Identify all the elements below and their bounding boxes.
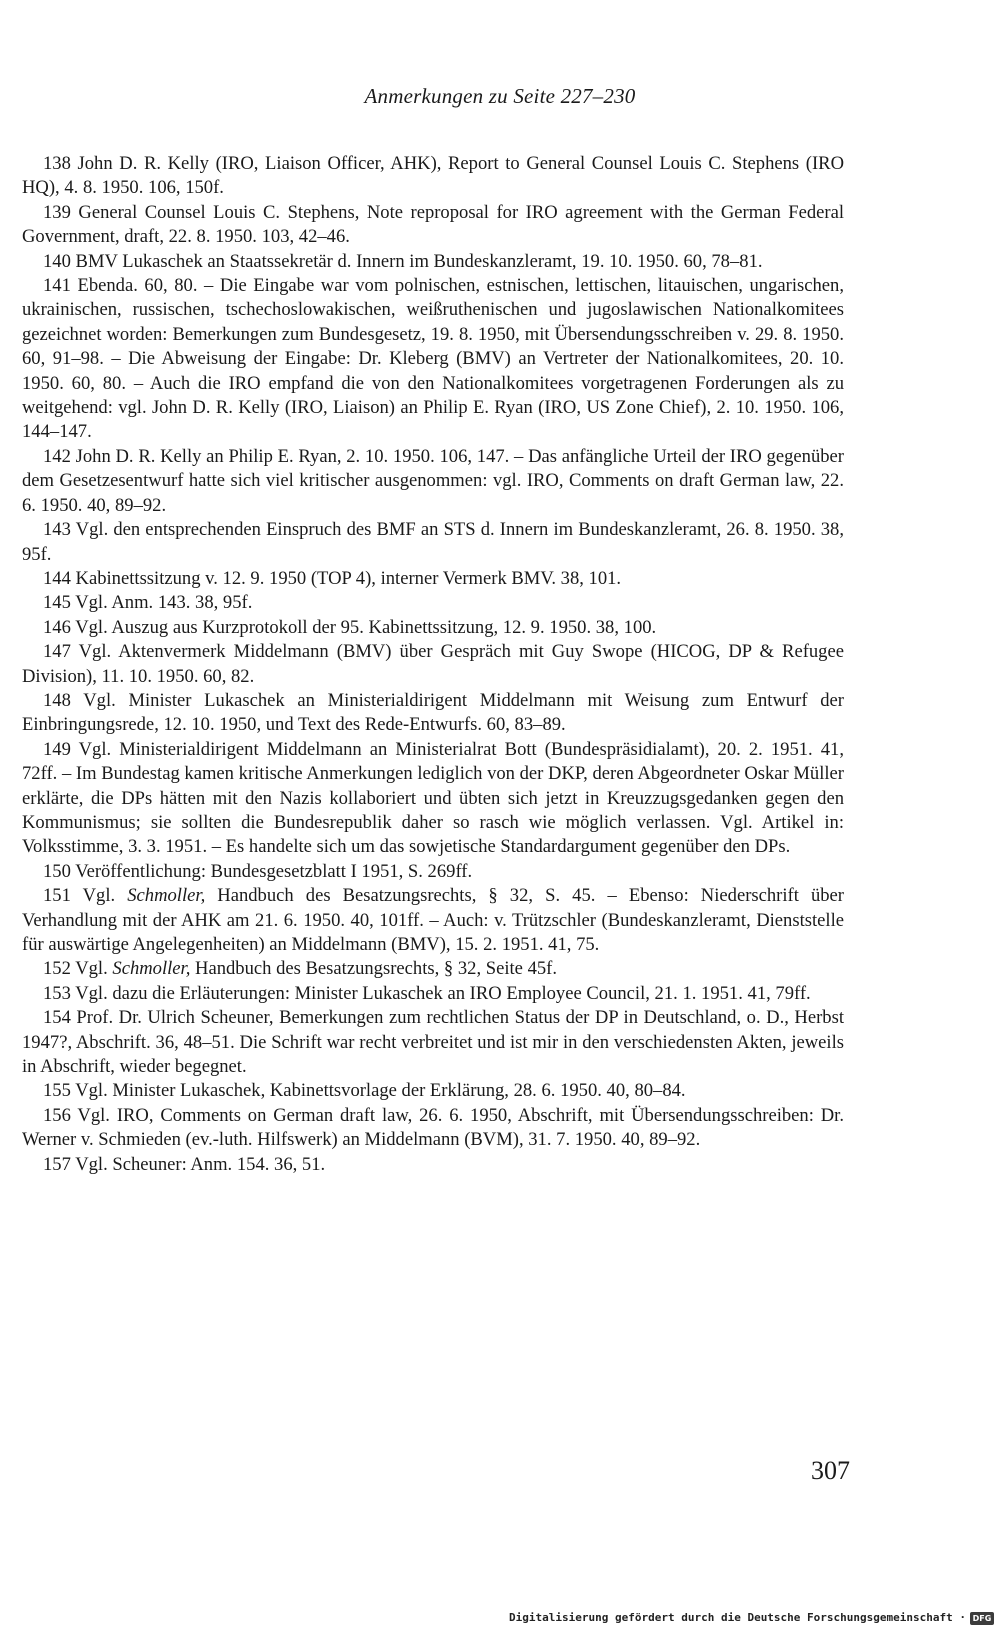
endnotes-list [22,152,844,1177]
endnote-153: 153 Vgl. dazu die Erläuterungen: Minister Lukaschek an IRO Employee Council, 21. 1. 1951. 41, 79ff. [43,982,811,1004]
endnote-150: 150 Veröffentlichung: Bundesgesetzblatt I 1951, S. 269ff. [43,860,473,882]
endnote-143: 143 Vgl. den entsprechenden Einspruch des BMF an STS d. Innern im Bundeskanzleramt, 26. 8. 1950. 38, 95f. [22,519,844,565]
endnote-142: 142 John D. R. Kelly an Philip E. Ryan, 2. 10. 1950. 106, 147. – Das anfängliche Urteil der IRO gegenüber dem Gesetzesentwurf hatte sich viel kritischer ausgenommen: vgl. IRO, Comments on draft German law, 22. 6. 1950. 40, 89–92. [22,445,844,516]
endnote-154: 154 Prof. Dr. Ulrich Scheuner, Bemerkungen zum rechtlichen Status der DP in Deutschland, o. D., Herbst 1947?, Abschrift. 36, 48–51. Die Schrift war recht verbreitet und ist mir in den verschiedensten Akten, jeweils in Abschrift, wieder begegnet. [22,1007,844,1078]
endnote-149: 149 Vgl. Ministerialdirigent Middelmann an Ministerialrat Bott (Bundespräsidialamt), 20. 2. 1951. 41, 72ff. – Im Bundestag kamen kritische Anmerkungen lediglich von der DKP, deren Abgeordneter Oskar Müller erklärte, die DPs hätten mit den Nazis kollaboriert und übten sich jetzt in Kreuzzugsgedanken gegen den Kommunismus; sie sollten die Bundesrepublik daher so rasch wie möglich verlassen. Vgl. Artikel in: Volksstimme, 3. 3. 1951. – Es handelte sich um das sowjetische Standardargument gegenüber den DPs. [22,738,844,858]
running-head: Anmerkungen zu Seite 227–230 [364,84,636,108]
digitization-credit: Digitalisierung gefördert durch die Deutsche Forschungsgemeinschaft · [509,1611,966,1624]
endnote-152-body: Handbuch des Besatzungsrechts, § 32, Seite 45f. [190,958,558,980]
dfg-logo: DFG [970,1612,994,1625]
endnote-146: 146 Vgl. Auszug aus Kurzprotokoll der 95. Kabinettssitzung, 12. 9. 1950. 38, 100. [43,616,657,638]
endnote-138: 138 John D. R. Kelly (IRO, Liaison Officer, AHK), Report to General Counsel Louis C. Stephens (IRO HQ), 4. 8. 1950. 106, 150f. [22,153,844,199]
page-number: 307 [811,1456,850,1485]
endnote-141: 141 Ebenda. 60, 80. – Die Eingabe war vom polnischen, estnischen, lettischen, litauischen, ungarischen, ukrainischen, russischen, tschechoslowakischen, weißruthenischen und jugoslawischen Nationalkomitees gezeichnet worden: Bemerkungen zum Bundesgesetz, 19. 8. 1950, mit Übersendungsschreiben v. 29. 8. 1950. 60, 91–98. – Die Abweisung der Eingabe: Dr. Kleberg (BMV) an Vertreter der Nationalkomitees, 20. 10. 1950. 60, 80. – Auch die IRO empfand die von den Nationalkomitees vorgetragenen Forderungen als zu weitgehend: vgl. John D. R. Kelly (IRO, Liaison) an Philip E. Ryan (IRO, US Zone Chief), 2. 10. 1950. 106, 144–147. [22,275,844,443]
endnote-151-body: Handbuch des Besatzungsrechts, § 32, S. 45. – Ebenso: Niederschrift über Verhandlung mit der AHK am 21. 6. 1950. 40, 101ff. – Auch: v. Trützschler (Bundeskanzleramt, Dienststelle für auswärtige Angelegenheiten) an Middelmann (BMV), 15. 2. 1951. 41, 75. [22,885,845,955]
endnote-148: 148 Vgl. Minister Lukaschek an Ministerialdirigent Middelmann mit Weisung zum Entwurf der Einbringungsrede, 12. 10. 1950, und Text des Rede-Entwurfs. 60, 83–89. [22,689,844,736]
endnote-147: 147 Vgl. Aktenvermerk Middelmann (BMV) über Gespräch mit Guy Swope (HICOG, DP & Refugee Division), 11. 10. 1950. 60, 82. [22,641,844,687]
endnote-152-author: Schmoller, [112,958,191,980]
endnote-151-prefix: 151 Vgl. [43,885,128,907]
endnote-144: 144 Kabinettssitzung v. 12. 9. 1950 (TOP 4), interner Vermerk BMV. 38, 101. [43,567,622,589]
endnote-156: 156 Vgl. IRO, Comments on German draft law, 26. 6. 1950, Abschrift, mit Übersendungsschreiben: Dr. Werner v. Schmieden (ev.-luth. Hilfswerk) an Middelmann (BVM), 31. 7. 1950. 40, 89–92. [22,1104,844,1151]
endnote-151-author: Schmoller, [127,885,206,907]
endnote-152-prefix: 152 Vgl. [43,958,113,980]
endnote-157: 157 Vgl. Scheuner: Anm. 154. 36, 51. [43,1153,326,1175]
endnote-151 [22,884,844,957]
endnote-140: 140 BMV Lukaschek an Staatssekretär d. Innern im Bundeskanzleramt, 19. 10. 1950. 60, 78–81. [43,250,763,272]
endnote-152 [22,957,844,981]
endnote-145: 145 Vgl. Anm. 143. 38, 95f. [43,592,253,614]
endnote-155: 155 Vgl. Minister Lukaschek, Kabinettsvorlage der Erklärung, 28. 6. 1950. 40, 80–84. [43,1080,686,1102]
endnote-139: 139 General Counsel Louis C. Stephens, Note reproposal for IRO agreement with the German Federal Government, draft, 22. 8. 1950. 103, 42–46. [22,201,844,248]
